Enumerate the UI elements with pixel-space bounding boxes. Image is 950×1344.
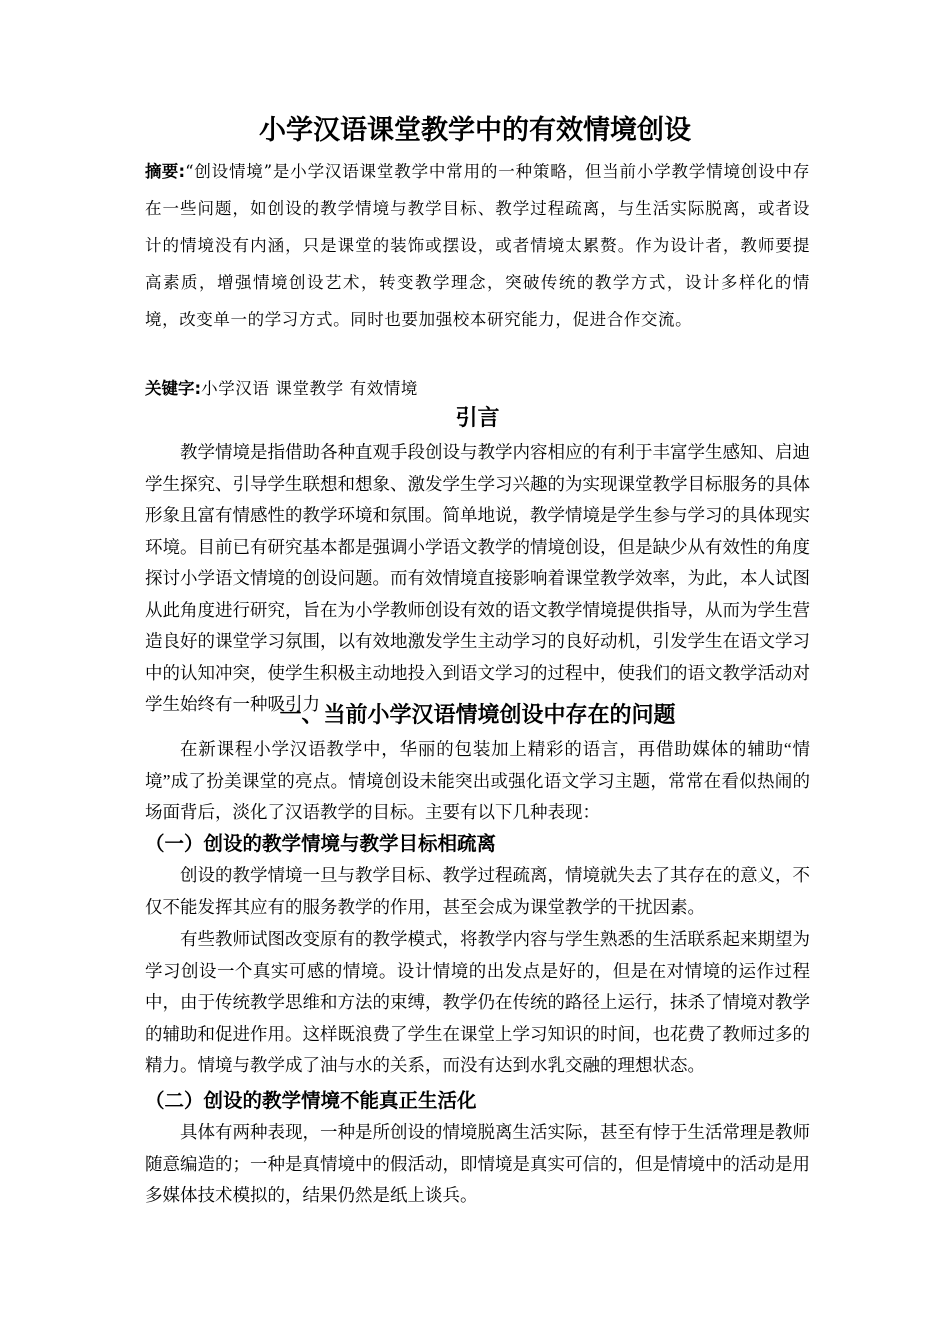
keywords-line	[145, 374, 810, 404]
intro-paragraph: 教学情境是指借助各种直观手段创设与教学内容相应的有利于丰富学生感知、启迪学生探究、引导学生联想和想象、激发学生学习兴趣的为实现课堂教学目标服务的具体形象且富有情感性的教学环境和氛围。简单地说，教学情境是学生参与学习的具体现实环境。目前已有研究基本都是强调小学语文教学的情境创设，但是缺少从有效性的角度探讨小学语文情境的创设问题。而有效情境直接影响着课堂教学效率，为此，本人试图从此角度进行研究，旨在为小学教师创设有效的语文教学情境提供指导，从而为学生营造良好的课堂学习氛围，以有效地激发学生主动学习的良好动机，引发学生在语文学习中的认知冲突，使学生积极主动地投入到语文学习的过程中，使我们的语文教学活动对学生始终有一种吸引力	[145, 442, 810, 714]
abstract-paragraph	[145, 153, 810, 338]
subsection2-paragraph: 具体有两种表现，一种是所创设的情境脱离生活实际，甚至有悖于生活常理是教师随意编造的；一种是真情境中的假活动，即情境是真实可信的，但是情境中的活动是用多媒体技术模拟的，结果仍然是纸上谈兵。	[145, 1122, 810, 1205]
document-title: 小学汉语课堂教学中的有效情境创设	[259, 115, 691, 146]
keywords-text: 小学汉语 课堂教学 有效情境	[201, 379, 418, 398]
subsection1-paragraph2: 有些教师试图改变原有的教学模式，将教学内容与学生熟悉的生活联系起来期望为学习创设一个真实可感的情境。设计情境的出发点是好的，但是在对情境的运作过程中，由于传统教学思维和方法的束缚，教学仍在传统的路径上运行，抹杀了情境对教学的辅助和促进作用。这样既浪费了学生在课堂上学习知识的时间，也花费了教师过多的精力。情境与教学成了油与水的关系，而没有达到水乳交融的理想状态。	[145, 929, 810, 1075]
subsection2-heading: （二）创设的教学情境不能真正生活化	[145, 1089, 477, 1112]
section1-paragraph: 在新课程小学汉语教学中，华丽的包装加上精彩的语言，再借助媒体的辅助“情境”成了扮美课堂的亮点。情境创设未能突出或强化语文学习主题，常常在看似热闹的场面背后，淡化了汉语教学的目标。主要有以下几种表现：	[145, 739, 810, 822]
intro-heading: 引言	[455, 406, 500, 431]
subsection1-heading: （一）创设的教学情境与教学目标相疏离	[145, 832, 497, 855]
keywords-label: 关键字:	[145, 379, 202, 398]
section1-heading: 一、当前小学汉语情境创设中存在的问题	[279, 703, 676, 728]
abstract-label: 摘要:	[145, 162, 186, 181]
abstract-text: “创设情境”是小学汉语课堂教学中常用的一种策略，但当前小学教学情境创设中存在一些问题，如创设的教学情境与教学目标、教学过程疏离，与生活实际脱离，或者设计的情境没有内涵，只是课堂的装饰或摆设，或者情境太累赘。作为设计者，教师要提高素质，增强情境创设艺术，转变教学理念，突破传统的教学方式，设计多样化的情境，改变单一的学习方式。同时也要加强校本研究能力，促进合作交流。	[145, 162, 810, 329]
subsection1-paragraph1: 创设的教学情境一旦与教学目标、教学过程疏离，情境就失去了其存在的意义，不仅不能发挥其应有的服务教学的作用，甚至会成为课堂教学的干扰因素。	[145, 865, 810, 917]
